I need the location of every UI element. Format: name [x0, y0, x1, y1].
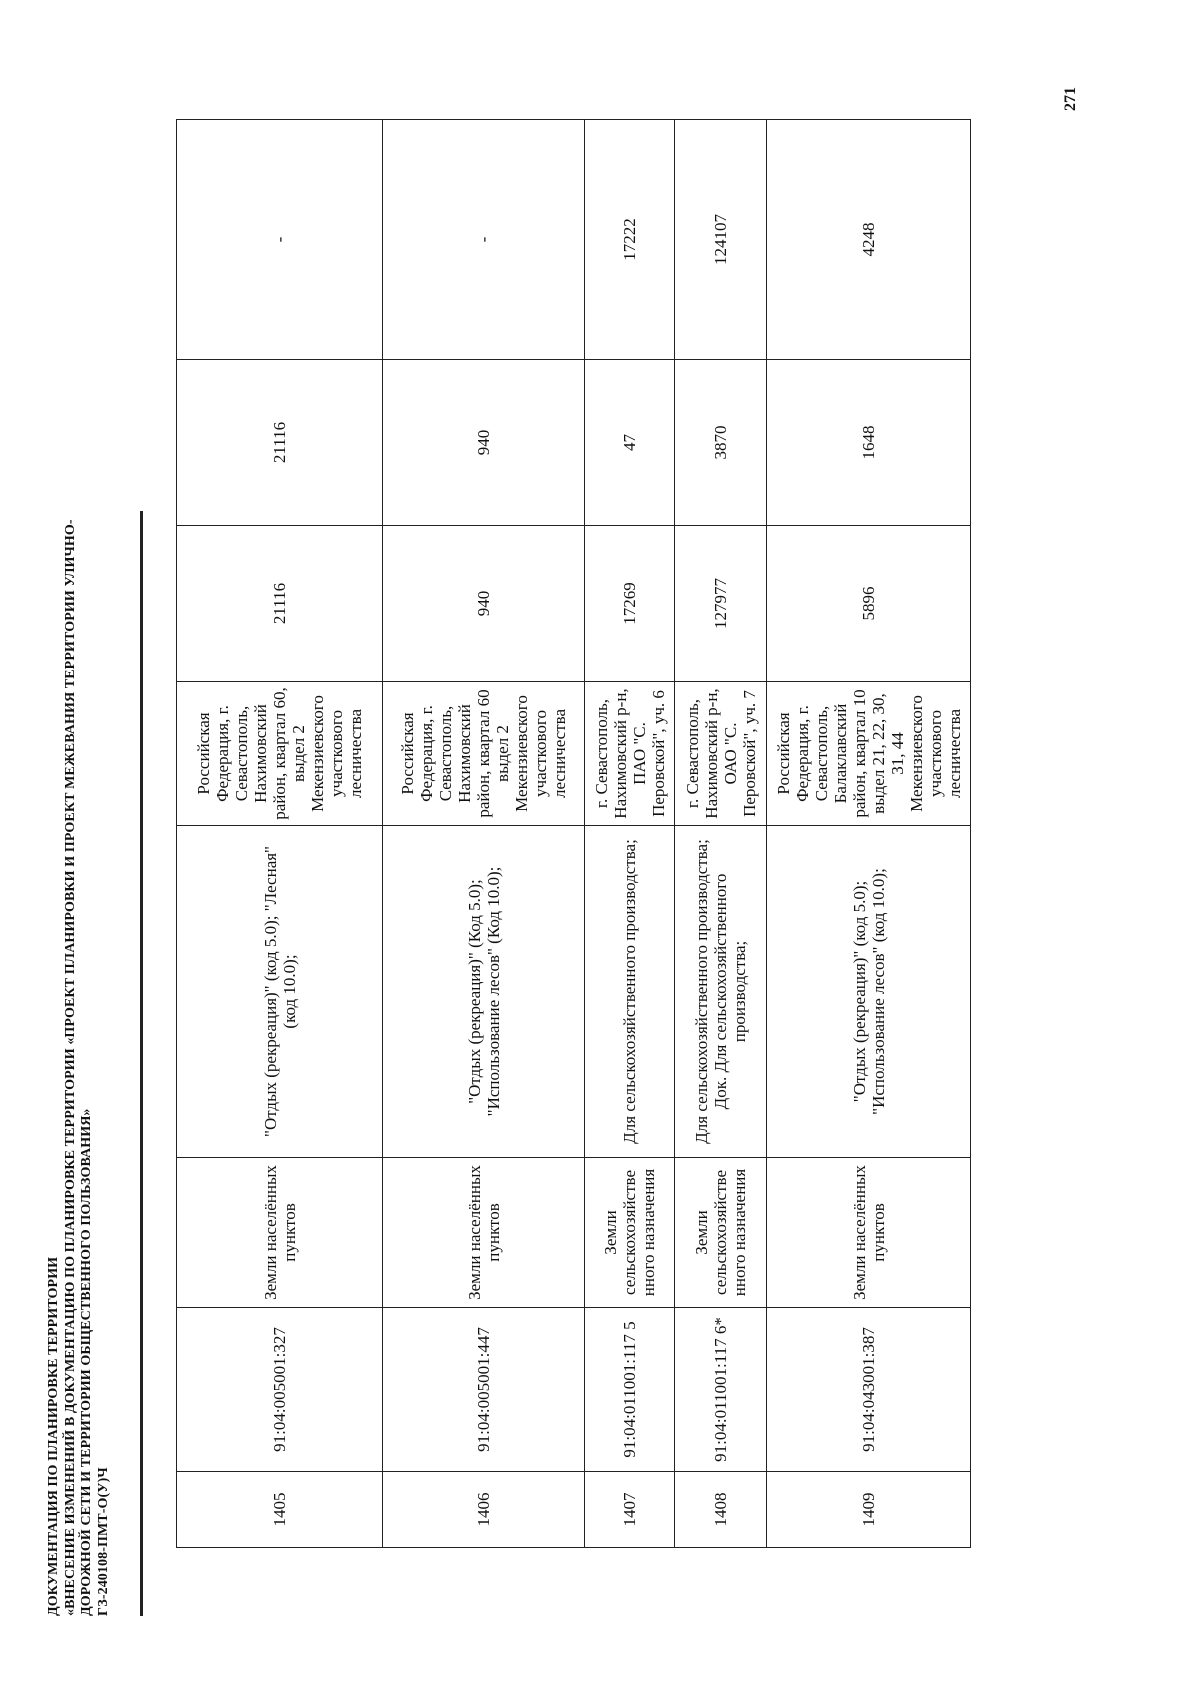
permitted-use: "Отдых (рекреация)" (код 5.0); "Лесная" (код 10.0); [177, 826, 383, 1158]
table-row [585, 120, 675, 1548]
address: Российская Федерация, г. Севастополь, Балаклавский район, квартал 10 выдел 21, 22, 30, 31, 44 Мекензиевского участкового лесничества [767, 682, 971, 826]
row-number: 1407 [585, 1472, 675, 1548]
row-number: 1405 [177, 1472, 383, 1548]
cadastral-number: 91:04:043001:387 [767, 1308, 971, 1472]
row-number: 1408 [675, 1472, 767, 1548]
table-row [177, 120, 383, 1548]
permitted-use: "Отдых (рекреация)" (код 5.0); "Использование лесов" (код 10.0); [767, 826, 971, 1158]
area-value-3: 17222 [585, 120, 675, 360]
table-row [383, 120, 585, 1548]
permitted-use: "Отдых (рекреация)" (Код 5.0); "Использование лесов" (Код 10.0); [383, 826, 585, 1158]
header-line-3: ДОРОЖНОЙ СЕТИ И ТЕРРИТОРИИ ОБЩЕСТВЕННОГО ПОЛЬЗОВАНИЯ» [79, 1108, 94, 1616]
area-value-3: - [177, 120, 383, 360]
permitted-use: Для сельскохозяйственного производства; Док. Для сельскохозяйственного производства; [675, 826, 767, 1158]
total-area: 21116 [177, 526, 383, 682]
area-value-3: 124107 [675, 120, 767, 360]
document-header [46, 116, 112, 1616]
header-line-2: «ВНЕСЕНИЕ ИЗМЕНЕНИЙ В ДОКУМЕНТАЦИЮ ПО ПЛАНИРОВКЕ ТЕРРИТОРИИ «ПРОЕКТ ПЛАНИРОВКИ И ПРОЕКТ МЕЖЕВАНИЯ ТЕРРИТОРИИ УЛИЧНО- [62, 519, 78, 1616]
address: г. Севастополь, Нахимовский р-н, ПАО "С. Перовской", уч. 6 [585, 682, 675, 826]
land-category: Земли населённых пунктов [383, 1158, 585, 1308]
area-value-2: 21116 [177, 360, 383, 526]
total-area: 5896 [767, 526, 971, 682]
page-number: 271 [1062, 87, 1079, 111]
address: Российская Федерация, г. Севастополь, Нахимовский район, квартал 60, выдел 2 Мекензиевского участкового лесничества [177, 682, 383, 826]
land-category: Земли сельскохозяйстве нного назначения [675, 1158, 767, 1308]
header-rule [140, 511, 143, 1616]
area-value-2: 1648 [767, 360, 971, 526]
header-line-1: ДОКУМЕНТАЦИЯ ПО ПЛАНИРОВКЕ ТЕРРИТОРИИ [46, 1256, 61, 1616]
header-line-4: ГЗ-240108-ПМТ-О(У)Ч [95, 1467, 111, 1616]
area-value-2: 940 [383, 360, 585, 526]
total-area: 940 [383, 526, 585, 682]
address: Российская Федерация, г. Севастополь, Нахимовский район, квартал 60 выдел 2 Мекензиевского участкового лесничества [383, 682, 585, 826]
table-row [767, 120, 971, 1548]
land-category: Земли населённых пунктов [177, 1158, 383, 1308]
address: г. Севастополь, Нахимовский р-н, ОАО "С. Перовской", уч. 7 [675, 682, 767, 826]
land-plots-table [176, 119, 971, 1548]
land-category: Земли сельскохозяйстве нного назначения [585, 1158, 675, 1308]
total-area: 17269 [585, 526, 675, 682]
area-value-2: 3870 [675, 360, 767, 526]
cadastral-number: 91:04:005001:447 [383, 1308, 585, 1472]
cadastral-number: 91:04:005001:327 [177, 1308, 383, 1472]
permitted-use: Для сельскохозяйственного производства; [585, 826, 675, 1158]
total-area: 127977 [675, 526, 767, 682]
area-value-2: 47 [585, 360, 675, 526]
cadastral-number: 91:04:011001:117 5 [585, 1308, 675, 1472]
land-category: Земли населённых пунктов [767, 1158, 971, 1308]
table-row [675, 120, 767, 1548]
cadastral-number: 91:04:011001:117 6* [675, 1308, 767, 1472]
area-value-3: 4248 [767, 120, 971, 360]
row-number: 1406 [383, 1472, 585, 1548]
row-number: 1409 [767, 1472, 971, 1548]
area-value-3: - [383, 120, 585, 360]
